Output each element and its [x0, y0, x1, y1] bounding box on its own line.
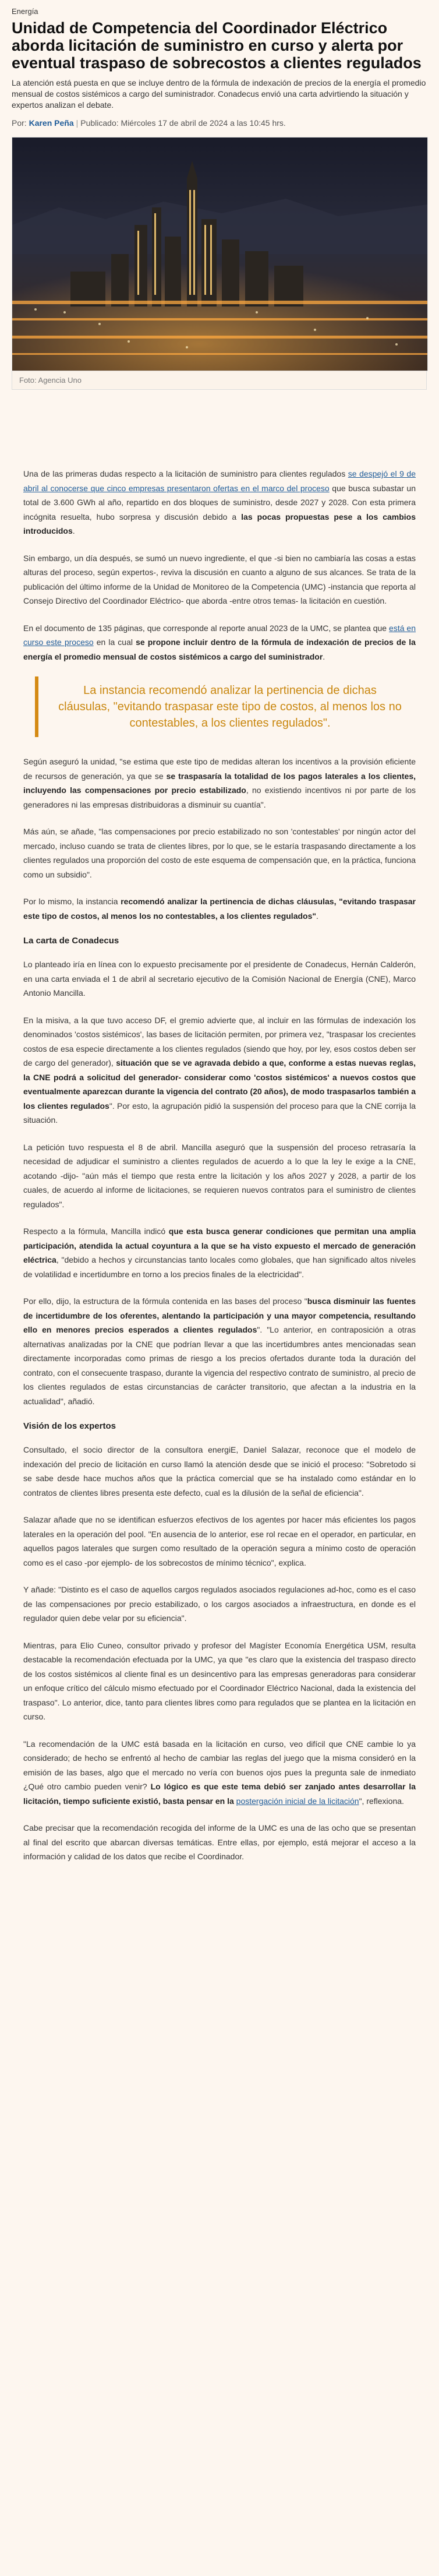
paragraph-11: Por ello, dijo, la estructura de la fórmula contenida en las bases del proceso "busca disminuir las fuentes de incertidumbre de los oferentes, alentando la participación y una mayor competencia, resultando ello en menores precios esperados a clientes regulados". "Lo anterior, en contraposición a otras alternativas analizadas por la CNE que podrían llevar a que las incertidumbres antes mencionadas sean directamente incorporadas como primas de riesgo a los precios ofertados durante toda la duración del contrato, con el consecuente traspaso, durante la vigencia del respectivo contrato de suministro, al precio de los clientes regulados de estas circunstancias de carácter transitorio, que afectan a la industria en la actualidad", añadió. — [23, 1296, 416, 1406]
paragraph-6: Por lo mismo, la instancia recomendó analizar la pertinencia de dichas cláusulas, "evitando traspasar este tipo de costos, al menos los no contestables, a los clientes regulados". — [23, 897, 416, 921]
paragraph-8: En la misiva, a la que tuvo acceso DF, el gremio advierte que, al incluir en las fórmulas de indexación los denominados 'costos sistémicos', las bases de licitación permiten, por primera vez, "traspasar los crecientes costos de esa especie directamente a los clientes regulados (siendo que hoy, por ley, esos costos deben ser de cargo del generador), situación que se ve agravada debido a que, conforme a estas nuevas reglas, la CNE podrá a solicitud del generador- considerar como 'costos sistémicos' a nuevos costos que eventualmente aparezcan durante la vigencia del contrato (20 años), de modo traspasarlos también a los clientes regulados". Por esto, la agrupación pidió la suspensión del proceso para que la CNE corrija la situación. — [23, 1015, 416, 1125]
paragraph-4: Según aseguró la unidad, "se estima que este tipo de medidas alteran los incentivos a la provisión eficiente de recursos de generación, ya que se se traspasaría la totalidad de los pagos laterales a los clientes, incluyendo las compensaciones por precio estabilizado, no existiendo incentivos ni por parte de los generadores ni las empresas distribuidoras a disminuir su cuantía". — [23, 757, 416, 809]
paragraph-5: Más aún, se añade, "las compensaciones por precio estabilizado no son 'contestables' por ningún actor del mercado, incluso cuando se trata de clientes libres, por lo que, se le estaría traspasando directamente a los clientes regulados una proporción del costo de este esquema de compensación que, en la práctica, funciona como un subsidio". — [23, 827, 416, 879]
hero-image — [12, 137, 428, 371]
headline: Unidad de Competencia del Coordinador Eléctrico aborda licitación de suministro en curso y alerta por eventual traspaso de sobrecostos a clientes regulados — [12, 19, 422, 72]
pull-quote: La instancia recomendó analizar la pertinencia de dichas cláusulas, "evitando traspasar este tipo de costos, al menos los no contestables, a los clientes regulados". — [35, 676, 416, 737]
paragraph-9: La petición tuvo respuesta el 8 de abril. Mancilla aseguró que la suspensión del proceso retrasaría la necesidad de adjudicar el suministro a clientes regulados de acuerdo a lo que la ley le exige a la CNE, acotando -dijo- "aún más el tiempo que resta entre la licitación y los años 2027 y 2028, a partir de los cuales, de acuerdo al informe de licitaciones, se requieren nuevos contratos para el suministro de clientes regulados". — [23, 1142, 416, 1209]
subheading-carta: La carta de Conadecus — [23, 936, 119, 946]
paragraph-1: Una de las primeras dudas respecto a la licitación de suministro para clientes regulados se despejó el 9 de abril al conocerse que cinco empresas presentaron ofertas en el marco del proceso que busca subastar un total de 3.600 GWh al año, repartido en dos bloques de suministro, desde 2027 y 2028. Con esta primera incógnita resuelta, hubo sorpresa y discusión debido a las pocas propuestas pese a los cambios introducidos. — [23, 469, 416, 535]
subheading-expertos: Visión de los expertos — [23, 1421, 116, 1431]
paragraph-2: Sin embargo, un día después, se sumó un nuevo ingrediente, el que -si bien no cambiaría las cosas a estas alturas del proceso, según expertos-, reviva la discusión en cuanto a alguno de sus alcances. Se trata de la publicación del último informe de la Unidad de Monitoreo de la Competencia (UMC) -instancia que reporta al Consejo Directivo del Coordinador Eléctrico- que aborda -entre otros temas- la licitación en cuestión. — [23, 553, 416, 605]
paragraph-17: Cabe precisar que la recomendación recogida del informe de la UMC es una de las ocho que se presentan al final del escrito que abarcan diversas temáticas. Entre ellas, por ejemplo, está mejorar el acceso a la información y calidad de los datos que recibe el Coordinador. — [23, 1823, 416, 1861]
paragraph-7: Lo planteado iría en línea con lo expuesto precisamente por el presidente de Conadecus, Hernán Calderón, en una carta enviada el 1 de abril al secretario ejecutivo de la Comisión Nacional de Energía (CNE), Marco Antonio Mancilla. — [23, 960, 416, 998]
paragraph-12: Consultado, el socio director de la consultora energiE, Daniel Salazar, reconoce que el modelo de indexación del precio de licitación en curso llamó la atención desde que se inició el proceso: "Sobretodo si se sabe desde hace muchos años que la práctica comercial que se ha instalado como estándar en lo contratos de clientes libres presenta este defecto, cual es la dilusión de la señal de eficiencia". — [23, 1445, 416, 1497]
paragraph-16: "La recomendación de la UMC está basada en la licitación en curso, veo difícil que CNE cambie lo ya considerado; de hecho se enfrentó al hecho de cambiar las reglas del juego que la misma consideró en la emisión de las bases, algo que el mercado no vería con buenos ojos pues la pregunta sale de inmediato ¿Qué otro cambio pueden venir? Lo lógico es que este tema debió ser zanjado antes desarrollar la licitación, tiempo suficiente existió, basta pensar en la postergación inicial de la licitación", reflexiona. — [23, 1739, 416, 1806]
image-caption: Foto: Agencia Uno — [12, 371, 427, 390]
byline: Por: Karen Peña | Publicado: Miércoles 17 de abril de 2024 a las 10:45 hrs. — [12, 118, 286, 128]
paragraph-10: Respecto a la fórmula, Mancilla indicó que esta busca generar condiciones que permitan una amplia participación, atendida la actual coyuntura a la que se ha visto expuesto el mercado de generación eléctrica, "debido a hechos y circunstancias tanto locales como globales, que han significado altos niveles de volatilidad e incertidumbre en torno a los precios finales de la electricidad". — [23, 1227, 416, 1279]
paragraph-3: En el documento de 135 páginas, que corresponde al reporte anual 2023 de la UMC, se plantea que está en curso este proceso en la cual se propone incluir dentro de la fórmula de indexación de precios de la energía el promedio mensual de costos sistémicos a cargo del suministrador. — [23, 623, 416, 661]
article-body — [0, 390, 439, 1864]
lead-paragraph: La atención está puesta en que se incluye dentro de la fórmula de indexación de precios de la energía el promedio mensual de costos sistémicos a cargo del suministrador. Conadecus envió una carta advirtiendo la situación y expertos analizan el debate. — [12, 78, 426, 110]
inline-link[interactable]: postergación inicial de la licitación — [236, 1796, 359, 1806]
paragraph-13: Salazar añade que no se identifican esfuerzos efectivos de los agentes por hacer más eficientes los pagos laterales en la operación del pool. "En ausencia de lo anterior, ese rol recae en el operador, en particular, en aquellos pagos laterales que surgen como resultado de la operación segura a mínimo costo de operación como es el caso -por ejemplo- de los sobrecostos de mínimo técnico", explica. — [23, 1515, 416, 1567]
article-header — [0, 0, 439, 129]
section-tag[interactable]: Energía — [12, 7, 38, 16]
inline-link[interactable]: está en curso este proceso — [23, 623, 416, 647]
paragraph-14: Y añade: "Distinto es el caso de aquellos cargos regulados asociados regulaciones ad-hoc, como es el caso de las compensaciones por precio estabilizado, o los cargos asociados a infraestructura, en donde es el regulador quien debe velar por su eficiencia". — [23, 1585, 416, 1623]
city-skyline-image — [12, 138, 427, 371]
inline-link[interactable]: se despejó el 9 de abril al conocerse que cinco empresas presentaron ofertas en el marco del proceso — [23, 469, 416, 493]
author-link[interactable]: Karen Peña — [29, 118, 74, 128]
paragraph-15: Mientras, para Elio Cuneo, consultor privado y profesor del Magíster Economía Energética USM, resulta destacable la recomendación efectuada por la UMC, ya que "es claro que la existencia del traspaso directo de los costos sistémicos al cliente final es un desincentivo para las empresas generadoras para considerar un enfoque crítico del cálculo mismo efectuado por el Coordinador Eléctrico Nacional, dada la existencia del traspaso". Lo anterior, dice, tanto para clientes libres como para regulados que se plantea en la licitación en curso. — [23, 1640, 416, 1721]
publish-date: Publicado: Miércoles 17 de abril de 2024 a las 10:45 hrs. — [80, 118, 286, 128]
byline-por: Por: — [12, 118, 27, 128]
